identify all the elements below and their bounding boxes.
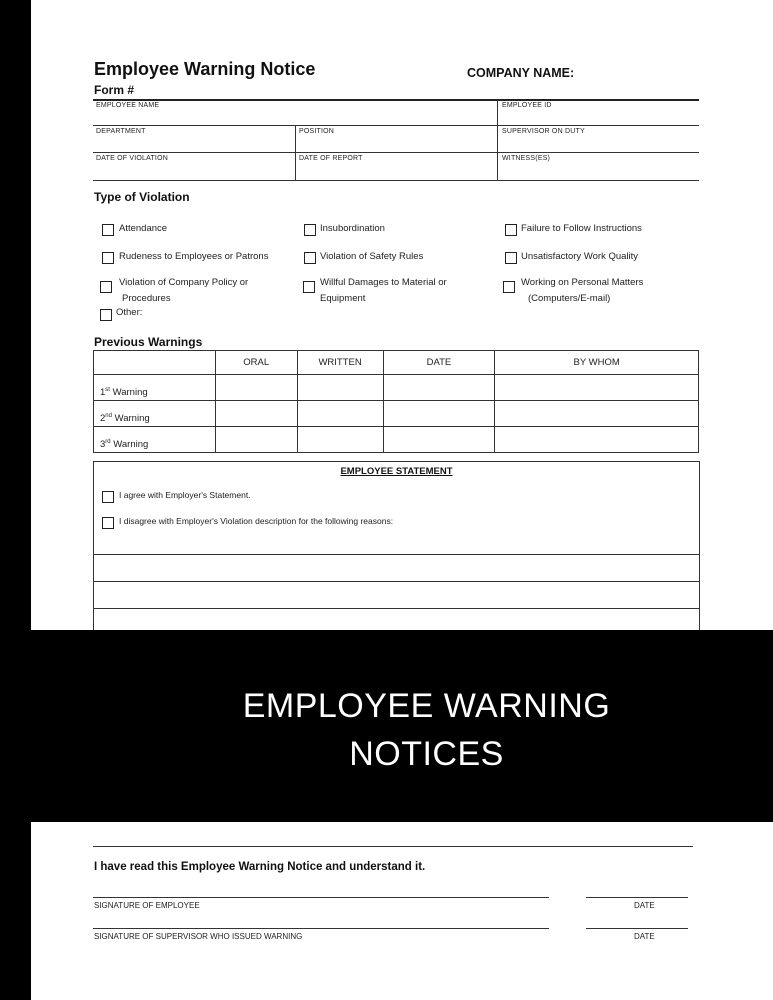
policy-violation-checkbox[interactable] bbox=[100, 281, 112, 293]
employee-date-line bbox=[586, 897, 688, 898]
table-cell[interactable] bbox=[215, 375, 297, 401]
table-cell[interactable] bbox=[215, 427, 297, 453]
info-grid-divider bbox=[497, 100, 498, 180]
supervisor-field[interactable]: SUPERVISOR ON DUTY bbox=[502, 128, 585, 135]
cover-spine bbox=[0, 0, 31, 1000]
employee-signature-line bbox=[93, 897, 549, 898]
form-title: Employee Warning Notice bbox=[94, 59, 316, 79]
info-grid-row-rule bbox=[93, 152, 699, 153]
cover-title-line1: EMPLOYEE WARNING bbox=[242, 687, 611, 725]
attendance-checkbox[interactable] bbox=[102, 224, 114, 236]
previous-warnings-heading: Previous Warnings bbox=[94, 335, 203, 349]
warning-row-label: 2nd Warning bbox=[94, 401, 216, 427]
insubordination-checkbox[interactable] bbox=[304, 224, 316, 236]
table-header-row bbox=[94, 351, 699, 375]
cover-title-line2: NOTICES bbox=[349, 735, 504, 773]
failure-instructions-label: Failure to Follow Instructions bbox=[521, 223, 642, 234]
employee-date-label[interactable]: DATE bbox=[634, 901, 655, 910]
date-of-violation-field[interactable]: DATE OF VIOLATION bbox=[96, 155, 168, 162]
form-number-label: Form # bbox=[94, 83, 135, 97]
position-field[interactable]: POSITION bbox=[299, 128, 335, 135]
table-row bbox=[94, 375, 699, 401]
disagree-label: I disagree with Employer's Violation description for the following reasons: bbox=[119, 516, 394, 526]
column-header: WRITTEN bbox=[297, 351, 383, 375]
statement-line bbox=[94, 581, 699, 582]
table-header-blank bbox=[94, 351, 216, 375]
warning-row-label: 1st Warning bbox=[94, 375, 216, 401]
violation-heading: Type of Violation bbox=[94, 190, 190, 204]
statement-title: EMPLOYEE STATEMENT bbox=[340, 466, 453, 477]
column-header: DATE bbox=[383, 351, 495, 375]
unsatisfactory-quality-label: Unsatisfactory Work Quality bbox=[521, 251, 639, 262]
column-header: BY WHOM bbox=[495, 351, 699, 375]
table-row bbox=[94, 401, 699, 427]
attendance-label: Attendance bbox=[119, 223, 168, 234]
department-field[interactable]: DEPARTMENT bbox=[96, 128, 146, 135]
info-grid-top-rule bbox=[93, 99, 699, 101]
info-grid-bottom-rule bbox=[93, 180, 699, 181]
cover-title-banner bbox=[0, 630, 773, 822]
willful-damages-label-line2: Equipment bbox=[320, 293, 366, 304]
personal-matters-checkbox[interactable] bbox=[503, 281, 515, 293]
employee-statement-box bbox=[93, 461, 700, 637]
acknowledgement-text: I have read this Employee Warning Notice and understand it. bbox=[94, 861, 426, 873]
personal-matters-label-line1: Working on Personal Matters bbox=[521, 277, 644, 288]
supervisor-date-line bbox=[586, 928, 688, 929]
info-grid-row-rule bbox=[93, 125, 699, 126]
table-cell[interactable] bbox=[297, 375, 383, 401]
table-cell[interactable] bbox=[383, 375, 495, 401]
table-cell[interactable] bbox=[495, 401, 699, 427]
table-cell[interactable] bbox=[495, 375, 699, 401]
witnesses-field[interactable]: WITNESS(ES) bbox=[502, 155, 551, 162]
company-name-label: COMPANY NAME: bbox=[467, 66, 575, 80]
table-cell[interactable] bbox=[215, 401, 297, 427]
agree-checkbox[interactable] bbox=[102, 491, 114, 503]
rudeness-checkbox[interactable] bbox=[102, 252, 114, 264]
date-of-report-field[interactable]: DATE OF REPORT bbox=[299, 155, 363, 162]
previous-warnings-table bbox=[93, 350, 699, 453]
acknowledgement-top-rule bbox=[93, 846, 693, 847]
safety-rules-label: Violation of Safety Rules bbox=[320, 251, 424, 262]
warning-row-label: 3rd Warning bbox=[94, 427, 216, 453]
personal-matters-label-line2: (Computers/E-mail) bbox=[528, 293, 611, 304]
table-row bbox=[94, 427, 699, 453]
supervisor-date-label[interactable]: DATE bbox=[634, 932, 655, 941]
employee-signature-label[interactable]: SIGNATURE OF EMPLOYEE bbox=[94, 901, 200, 910]
willful-damages-label-line1: Willful Damages to Material or bbox=[320, 277, 447, 288]
policy-violation-label-line2: Procedures bbox=[122, 293, 171, 304]
table-cell[interactable] bbox=[495, 427, 699, 453]
table-cell[interactable] bbox=[297, 401, 383, 427]
cover-title bbox=[80, 682, 773, 778]
rudeness-label: Rudeness to Employees or Patrons bbox=[119, 251, 269, 262]
willful-damages-checkbox[interactable] bbox=[303, 281, 315, 293]
supervisor-signature-line bbox=[93, 928, 549, 929]
statement-line bbox=[94, 554, 699, 555]
agree-label: I agree with Employer's Statement. bbox=[119, 490, 251, 500]
table-cell[interactable] bbox=[297, 427, 383, 453]
safety-rules-checkbox[interactable] bbox=[304, 252, 316, 264]
statement-line bbox=[94, 608, 699, 609]
policy-violation-label-line1: Violation of Company Policy or bbox=[119, 277, 249, 288]
failure-instructions-checkbox[interactable] bbox=[505, 224, 517, 236]
table-cell[interactable] bbox=[383, 427, 495, 453]
employee-name-field[interactable]: EMPLOYEE NAME bbox=[96, 102, 160, 109]
unsatisfactory-quality-checkbox[interactable] bbox=[505, 252, 517, 264]
other-label: Other: bbox=[116, 307, 143, 318]
supervisor-signature-label[interactable]: SIGNATURE OF SUPERVISOR WHO ISSUED WARNING bbox=[94, 932, 303, 941]
column-header: ORAL bbox=[215, 351, 297, 375]
other-checkbox[interactable] bbox=[100, 309, 112, 321]
insubordination-label: Insubordination bbox=[320, 223, 385, 234]
employee-id-field[interactable]: EMPLOYEE ID bbox=[502, 102, 552, 109]
info-grid-divider bbox=[295, 125, 296, 180]
disagree-checkbox[interactable] bbox=[102, 517, 114, 529]
table-cell[interactable] bbox=[383, 401, 495, 427]
